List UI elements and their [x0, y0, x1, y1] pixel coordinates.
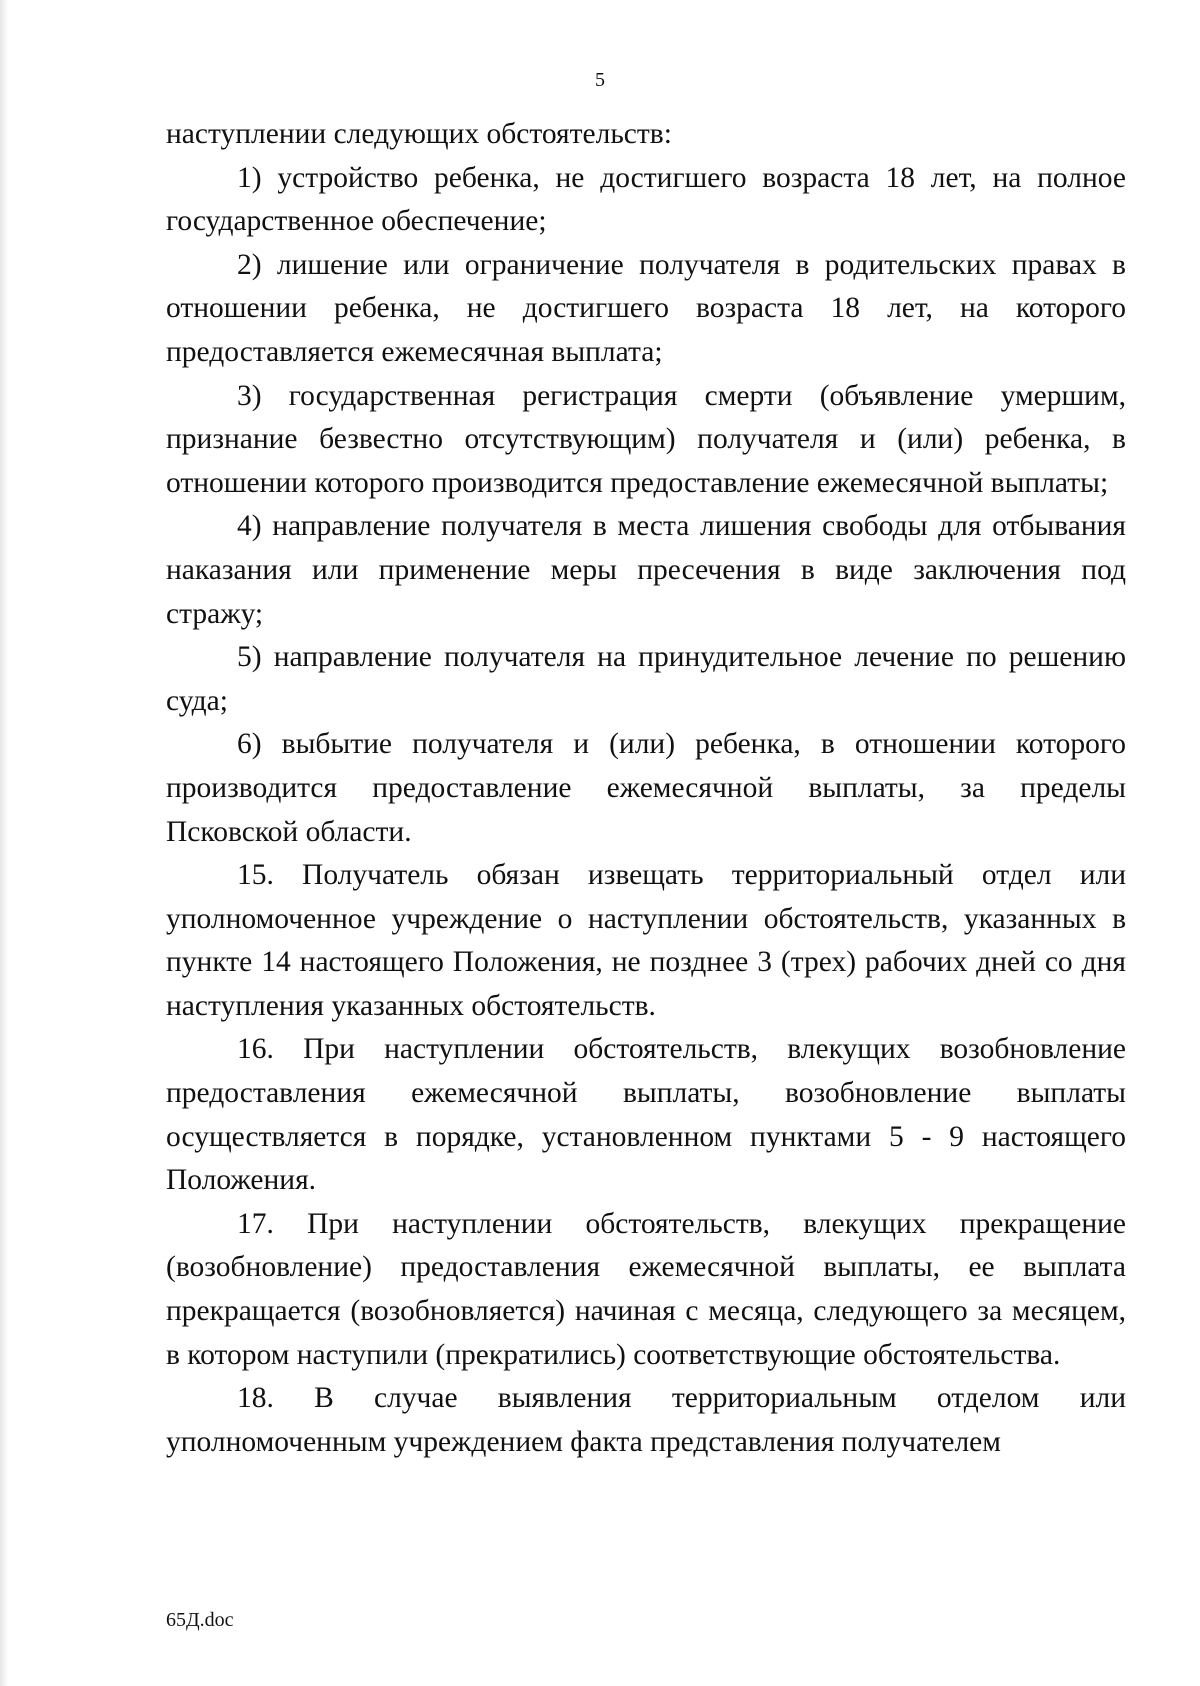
list-item-2: 2) лишение или ограничение получателя в родительских правах в отношении ребенка, не достигшего возраста 18 лет, на которого предоставляется ежемесячная выплата;: [166, 248, 1126, 368]
list-item-4: 4) направление получателя в места лишения свободы для отбывания наказания или применение меры пресечения в виде заключения под стражу;: [166, 510, 1126, 630]
clause-18: 18. В случае выявления территориальным отделом или уполномоченным учреждением факта представления получателем: [166, 1382, 1126, 1458]
clause-15: 15. Получатель обязан извещать территориальный отдел или уполномоченное учреждение о наступлении обстоятельств, указанных в пункте 14 настоящего Положения, не позднее 3 (трех) рабочих дней со дня наступления указанных обстоятельств.: [166, 859, 1126, 1022]
file-name-footer: 65Д.doc: [166, 1609, 234, 1631]
list-item-6: 6) выбытие получателя и (или) ребенка, в отношении которого производится предоставление ежемесячной выплаты, за пределы Псковской области.: [166, 728, 1126, 848]
list-item-1: 1) устройство ребенка, не достигшего возраста 18 лет, на полное государственное обеспечение;: [166, 161, 1126, 238]
clause-17: 17. При наступлении обстоятельств, влекущих прекращение (возобновление) предоставления ежемесячной выплаты, ее выплата прекращается (возобновляется) начиная с месяца, следующего за месяцем, в котором наступили (прекратились) соответствующие обстоятельства.: [166, 1207, 1126, 1371]
scan-edge: [0, 0, 8, 1686]
page-number: 5: [595, 69, 605, 91]
clause-16: 16. При наступлении обстоятельств, влекущих возобновление предоставления ежемесячной выплаты, возобновление выплаты осуществляется в порядке, установленном пунктами 5 - 9 настоящего Положения.: [166, 1033, 1126, 1197]
list-item-5: 5) направление получателя на принудительное лечение по решению суда;: [166, 641, 1126, 717]
document-body: [166, 113, 1126, 1464]
list-item-3: 3) государственная регистрация смерти (объявление умершим, признание безвестно отсутствующим) получателя и (или) ребенка, в отношении которого производится предоставление ежемесячной выплаты;: [166, 379, 1126, 499]
paragraph-continuation: наступлении следующих обстоятельств:: [166, 118, 672, 150]
